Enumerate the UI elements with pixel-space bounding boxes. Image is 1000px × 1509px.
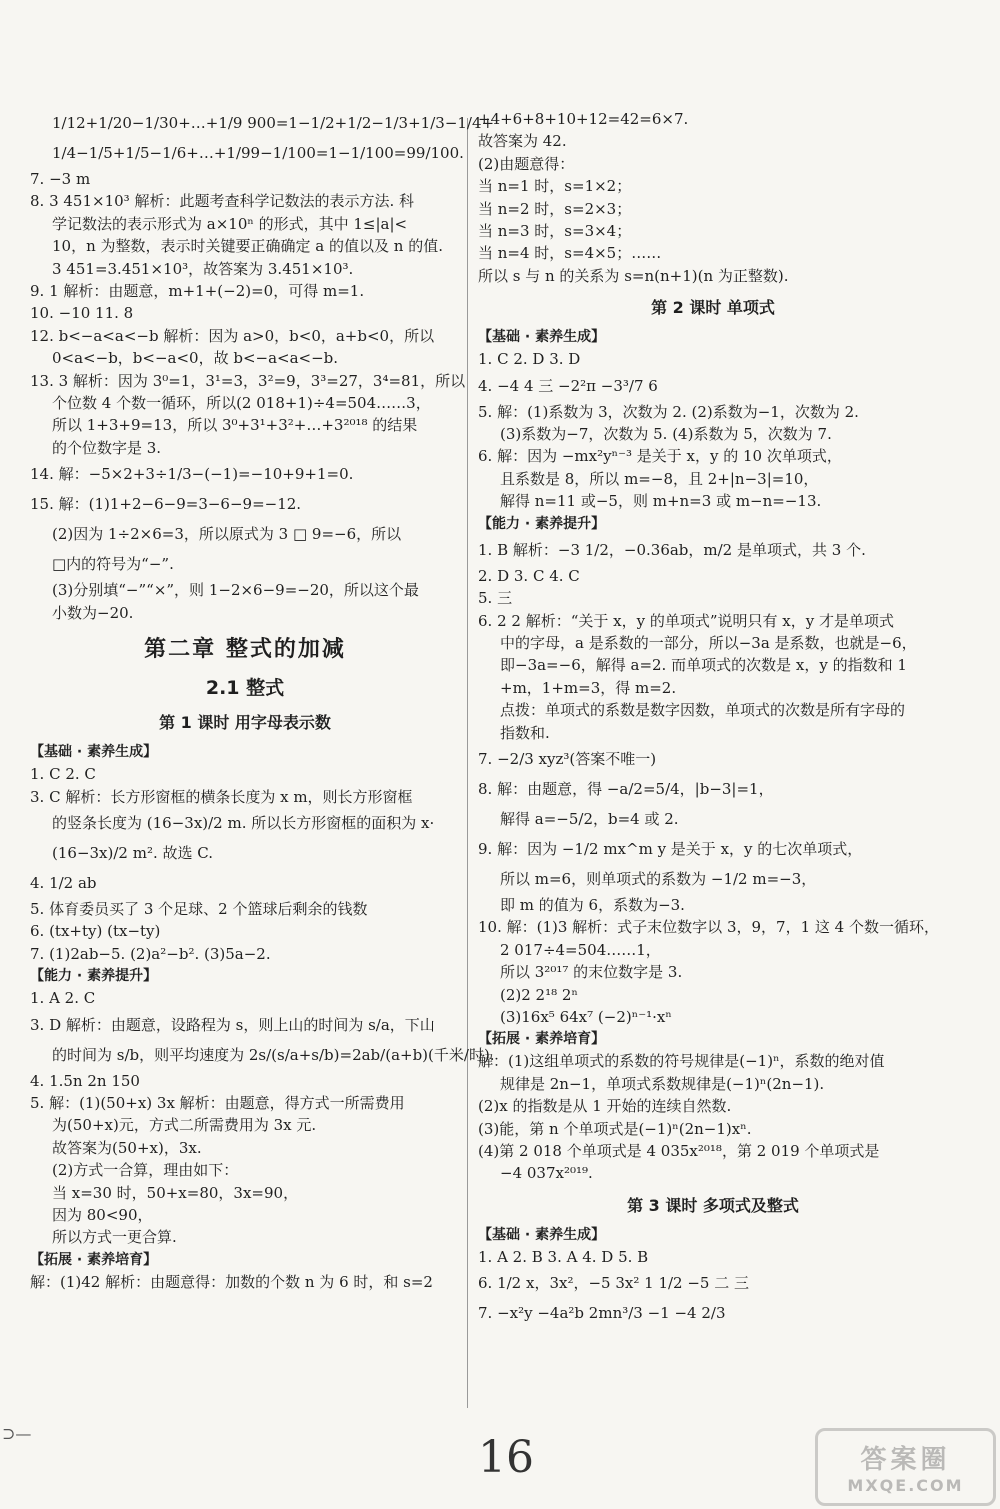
answer-line: 1. C 2. C	[30, 765, 96, 784]
answer-line: 3. C 解析：长方形窗框的横条长度为 x m，则长方形窗框	[30, 787, 413, 806]
answer-line: 的个位数字是 3.	[52, 438, 162, 457]
answer-line: 的时间为 s/b，则平均速度为 2s/(s/a+s/b)=2ab/(a+b)(千米/时).	[52, 1045, 495, 1064]
watermark-stamp	[815, 1428, 996, 1506]
answer-line: 即 m 的值为 6，系数为−3.	[500, 895, 685, 914]
answer-line: (3)分别填“−”“×”，则 1−2×6−9=−20，所以这个最	[52, 581, 419, 600]
answer-line: 1. A 2. C	[30, 989, 96, 1008]
answer-line: 的竖条长度为 (16−3x)/2 m. 所以长方形窗框的面积为 x·	[52, 813, 435, 832]
answer-line: 4. 1.5n 2n 150	[30, 1071, 140, 1090]
answer-line: (2)2 2¹⁸ 2ⁿ	[500, 985, 578, 1004]
answer-line: (16−3x)/2 m². 故选 C.	[52, 843, 213, 862]
category-heading: 【基础 · 素养生成】	[478, 329, 606, 346]
answer-line: 4. 1/2 ab	[30, 873, 97, 892]
lesson-title: 第 1 课时 用字母表示数	[159, 713, 331, 733]
column-divider	[467, 118, 468, 1408]
answer-line: (3)系数为−7，次数为 5. (4)系数为 5，次数为 7.	[500, 425, 832, 444]
answer-line: (2)因为 1÷2×6=3，所以原式为 3 □ 9=−6，所以	[52, 525, 402, 544]
section-title: 2.1 整式	[205, 677, 285, 700]
answer-line: 当 n=4 时，s=4×5；……	[478, 244, 662, 263]
category-heading: 【拓展 · 素养培育】	[478, 1031, 606, 1048]
answer-line: 解：(1)这组单项式的系数的符号规律是(−1)ⁿ，系数的绝对值	[478, 1052, 885, 1071]
answer-line: 当 n=1 时，s=1×2；	[478, 177, 632, 196]
answer-line: 5. 三	[478, 589, 513, 608]
category-heading: 【拓展 · 素养培育】	[30, 1251, 158, 1268]
answer-line: 3. D 解析：由题意，设路程为 s，则上山的时间为 s/a，下山	[30, 1015, 435, 1034]
answer-line: 1. C 2. D 3. D	[478, 350, 581, 369]
answer-line: 9. 解：因为 −1/2 mx^m y 是关于 x，y 的七次单项式，	[478, 839, 863, 858]
answer-line: 1/12+1/20−1/30+…+1/9 900=1−1/2+1/2−1/3+1/3−1/4+	[52, 114, 495, 132]
answer-line: 8. 3 451×10³ 解析：此题考查科学记数法的表示方法. 科	[30, 192, 414, 211]
answer-line: 5. 解：(1)系数为 3，次数为 2. (2)系数为−1，次数为 2.	[478, 402, 859, 421]
answer-line: 当 n=3 时，s=3×4；	[478, 222, 632, 241]
answer-line: 5. 解：(1)(50+x) 3x 解析：由题意，得方式一所需费用	[30, 1093, 405, 1112]
answer-line: 4. −4 4 三 −2²π −3³/7 6	[478, 376, 658, 395]
chapter-title: 第二章 整式的加减	[144, 637, 346, 663]
answer-line: 所以 1+3+9=13，所以 3⁰+3¹+3²+…+3²⁰¹⁸ 的结果	[52, 416, 418, 435]
answer-line: 解得 n=11 或−5，则 m+n=3 或 m−n=−13.	[500, 492, 822, 511]
answer-line: +4+6+8+10+12=42=6×7.	[478, 110, 689, 128]
answer-line: 7. −2/3 xyz³(答案不唯一)	[478, 749, 657, 768]
stamp-line-1: 答案圈	[860, 1445, 951, 1475]
answer-line: 点拨：单项式的系数是数字因数，单项式的次数是所有字母的	[500, 701, 906, 720]
answer-line: 6. (tx+ty) (tx−ty)	[30, 922, 161, 941]
category-heading: 【基础 · 素养生成】	[478, 1226, 606, 1243]
lesson-title: 第 2 课时 单项式	[651, 298, 775, 318]
category-heading: 【基础 · 素养生成】	[30, 744, 158, 761]
right-column	[478, 108, 948, 1328]
answer-line: (2)方式一合算，理由如下：	[52, 1161, 239, 1180]
answer-line: 个位数 4 个数一循环，所以(2 018+1)÷4=504……3，	[52, 394, 431, 413]
answer-line: 7. −x²y −4a²b 2mn³/3 −1 −4 2/3	[478, 1304, 726, 1323]
answer-line: 当 n=2 时，s=2×3；	[478, 199, 632, 218]
answer-line: 5. 体育委员买了 3 个足球、2 个篮球后剩余的钱数	[30, 899, 368, 918]
answer-line: 7. (1)2ab−5. (2)a²−b². (3)5a−2.	[30, 944, 271, 963]
answer-line: 1/4−1/5+1/5−1/6+…+1/99−1/100=1−1/100=99/100.	[52, 144, 464, 162]
answer-line: +m，1+m=3，得 m=2.	[500, 678, 677, 697]
answer-line: (2)x 的指数是从 1 开始的连续自然数.	[478, 1097, 732, 1116]
category-heading: 【能力 · 素养提升】	[30, 968, 158, 985]
answer-line: □内的符号为“−”.	[52, 555, 174, 574]
answer-line: 即−3a=−6，解得 a=2. 而单项式的次数是 x，y 的指数和 1	[500, 656, 907, 675]
answer-line: 6. 2 2 解析：“关于 x，y 的单项式”说明只有 x，y 才是单项式	[478, 611, 894, 630]
answer-line: (4)第 2 018 个单项式是 4 035x²⁰¹⁸，第 2 019 个单项式是	[478, 1142, 880, 1160]
answer-line: 中的字母，a 是系数的一部分，所以−3a 是系数，也就是−6，	[500, 633, 917, 652]
answer-line: 8. 解：由题意，得 −a/2=5/4，|b−3|=1，	[478, 779, 774, 798]
answer-line: 所以 s 与 n 的关系为 s=n(n+1)(n 为正整数).	[478, 266, 789, 285]
corner-mark: ⊃—	[2, 1424, 32, 1443]
answer-line: 学记数法的表示形式为 a×10ⁿ 的形式，其中 1≤|a|<	[52, 214, 408, 233]
answer-line: (2)由题意得：	[478, 154, 575, 173]
answer-line: 7. −3 m	[30, 170, 91, 188]
answer-line: 故答案为 42.	[478, 132, 567, 151]
answer-line: 所以方式一更合算.	[52, 1228, 177, 1247]
answer-line: 因为 80<90，	[52, 1205, 153, 1224]
answer-line: 3 451=3.451×10³，故答案为 3.451×10³.	[52, 259, 354, 278]
answer-line: 2 017÷4=504……1，	[500, 940, 661, 959]
answer-line: 12. b<−a<a<−b 解析：因为 a>0，b<0，a+b<0，所以	[30, 326, 435, 345]
category-heading: 【能力 · 素养提升】	[478, 515, 606, 532]
answer-line: (3)16x⁵ 64x⁷ (−2)ⁿ⁻¹·xⁿ	[500, 1007, 672, 1026]
answer-line: 14. 解：−5×2+3÷1/3−(−1)=−10+9+1=0.	[30, 465, 354, 484]
answer-line: 小数为−20.	[52, 603, 134, 622]
answer-line: 故答案为(50+x)，3x.	[52, 1138, 202, 1157]
answer-line: 10. −10 11. 8	[30, 304, 134, 323]
answer-line: 6. 1/2 x，3x²，−5 3x² 1 1/2 −5 二 三	[478, 1274, 749, 1293]
answer-line: 15. 解：(1)1+2−6−9=3−6−9=−12.	[30, 495, 302, 514]
answer-line: 为(50+x)元，方式二所需费用为 3x 元.	[52, 1116, 317, 1135]
answer-line: 10. 解：(1)3 解析：式子末位数字以 3，9，7，1 这 4 个数一循环，	[478, 918, 939, 937]
lesson-title: 第 3 课时 多项式及整式	[627, 1195, 799, 1215]
answer-line: 当 x=30 时，50+x=80，3x=90，	[52, 1183, 299, 1202]
answer-line: 所以 3²⁰¹⁷ 的末位数字是 3.	[500, 963, 683, 982]
answer-line: 解得 a=−5/2，b=4 或 2.	[500, 809, 679, 828]
left-column	[30, 108, 495, 1293]
stamp-line-2: MXQE.COM	[847, 1476, 964, 1495]
answer-line: 1. B 解析：−3 1/2，−0.36ab，m/2 是单项式，共 3 个.	[478, 540, 866, 559]
answer-line: 规律是 2n−1，单项式系数规律是(−1)ⁿ(2n−1).	[500, 1074, 825, 1093]
answer-line: 6. 解：因为 −mx²yⁿ⁻³ 是关于 x，y 的 10 次单项式，	[478, 447, 842, 466]
answer-line: 解：(1)42 解析：由题意得：加数的个数 n 为 6 时，和 s=2	[30, 1272, 433, 1291]
answer-line: 10，n 为整数，表示时关键要正确确定 a 的值以及 n 的值.	[52, 237, 443, 256]
answer-line: 指数和.	[500, 723, 550, 742]
answer-line: 2. D 3. C 4. C	[478, 566, 580, 585]
answer-line: (3)能，第 n 个单项式是(−1)ⁿ(2n−1)xⁿ.	[478, 1119, 752, 1138]
answer-line: 0<a<−b，b<−a<0，故 b<−a<a<−b.	[52, 349, 339, 368]
answer-line: 且系数是 8，所以 m=−8，且 2+|n−3|=10，	[500, 469, 819, 488]
answer-line: 所以 m=6，则单项式的系数为 −1/2 m=−3，	[500, 869, 817, 888]
answer-line: −4 037x²⁰¹⁹.	[500, 1164, 593, 1183]
answer-line: 13. 3 解析：因为 3⁰=1，3¹=3，3²=9，3³=27，3⁴=81，所以	[30, 371, 466, 390]
answer-line: 1. A 2. B 3. A 4. D 5. B	[478, 1247, 649, 1266]
page-number: 16	[478, 1432, 534, 1483]
answer-line: 9. 1 解析：由题意，m+1+(−2)=0，可得 m=1.	[30, 282, 365, 301]
